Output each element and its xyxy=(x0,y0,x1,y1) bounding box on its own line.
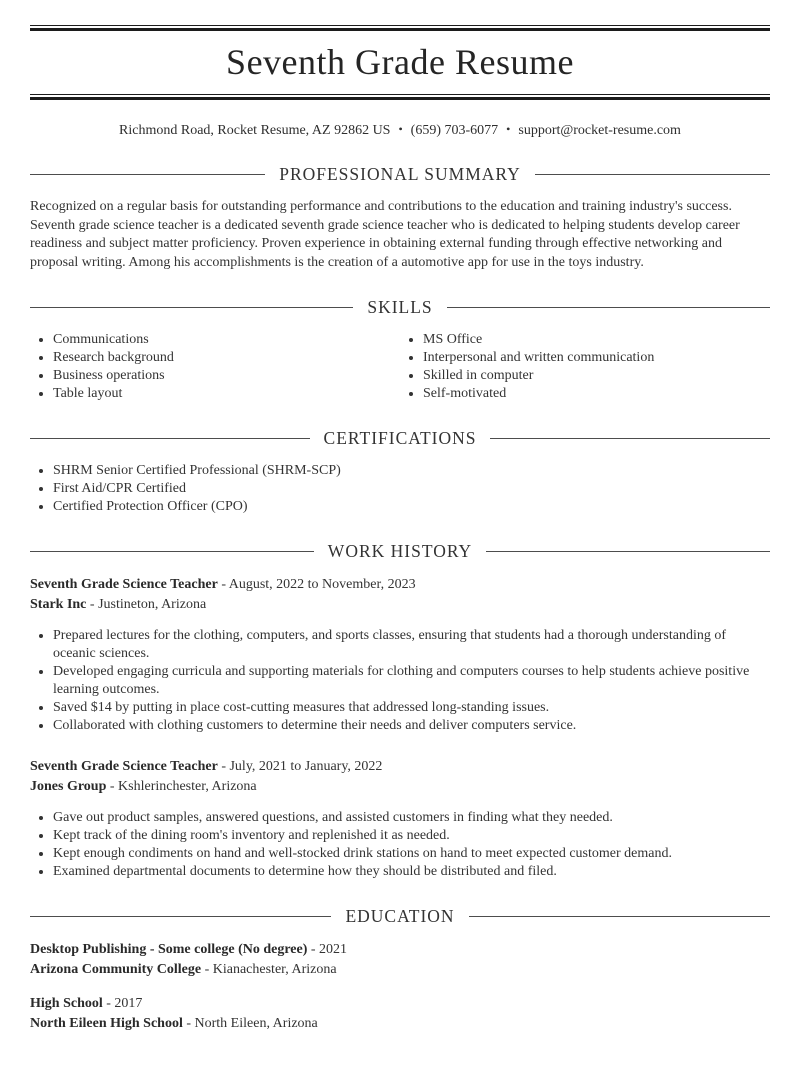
skill-item: • Research background xyxy=(53,349,400,367)
certifications-heading-text: CERTIFICATIONS xyxy=(323,428,477,449)
job-company: Stark Inc xyxy=(30,597,87,613)
education-degree-line xyxy=(30,994,770,1014)
heading-right-rule xyxy=(535,174,770,175)
skills-columns xyxy=(30,331,770,403)
education-school: Arizona Community College xyxy=(30,962,202,978)
certifications-section-heading xyxy=(30,428,770,449)
summary-paragraph: Recognized on a regular basis for outstanding performance and contributions to the education and training industry's success. Seventh grade science teacher is a dedicated seventh grade science teacher who is dedicated to helping students develop career readiness and subject matter proficiency. Proven experience in obtaining external funding through effective networking and proposal writing. Among his accomplishments is the creation of a automotive app for use in the toys industry. xyxy=(30,199,740,270)
section-certifications xyxy=(30,428,770,516)
certification-item: • Certified Protection Officer (CPO) xyxy=(53,498,770,516)
job-bullet: • Examined departmental documents to determine how they should be distributed and filed. xyxy=(53,863,770,881)
certification-item: • SHRM Senior Certified Professional (SHRM-SCP) xyxy=(53,462,770,480)
job-bullet: • Kept track of the dining room's inventory and replenished it as needed. xyxy=(53,827,770,845)
work-history-section-heading xyxy=(30,541,770,562)
certifications-list xyxy=(30,462,770,516)
contact-email: support@rocket-resume.com xyxy=(518,123,681,139)
bullet-separator-icon: • xyxy=(398,122,403,137)
summary-section-heading xyxy=(30,164,770,185)
job-bullet: • Kept enough condiments on hand and well-stocked drink stations on hand to meet expected customer demand. xyxy=(53,845,770,863)
heading-left-rule xyxy=(30,551,314,552)
heading-right-rule xyxy=(469,916,770,917)
skill-item: • Self-motivated xyxy=(423,385,770,403)
bullet-separator-icon: • xyxy=(506,122,511,137)
job-bullet-list xyxy=(30,809,770,881)
skill-item: • MS Office xyxy=(423,331,770,349)
job-title-line xyxy=(30,757,770,777)
job-title: Seventh Grade Science Teacher xyxy=(30,759,218,775)
job-dates: - July, 2021 to January, 2022 xyxy=(217,759,383,775)
skill-item: • Interpersonal and written communication xyxy=(423,349,770,367)
job-bullet: • Prepared lectures for the clothing, computers, and sports classes, ensuring that students had a thorough understanding of oceanic sciences. xyxy=(53,627,770,663)
page-title: Seventh Grade Resume xyxy=(226,42,574,82)
job-company: Jones Group xyxy=(30,779,107,795)
skill-item: • Skilled in computer xyxy=(423,367,770,385)
header-bottom-rule xyxy=(30,94,770,100)
education-entry xyxy=(30,994,770,1034)
job-entry xyxy=(30,757,770,881)
job-bullet: • Saved $14 by putting in place cost-cutting measures that addressed long-standing issues. xyxy=(53,699,770,717)
skills-section-heading xyxy=(30,297,770,318)
work-history-heading-text: WORK HISTORY xyxy=(327,541,473,562)
heading-right-rule xyxy=(490,438,770,439)
education-entry xyxy=(30,940,770,980)
section-professional-summary xyxy=(30,164,770,272)
education-year: - 2017 xyxy=(102,996,143,1012)
job-bullet: • Collaborated with clothing customers to determine their needs and deliver computers service. xyxy=(53,717,770,735)
job-bullet-list xyxy=(30,627,770,735)
heading-left-rule xyxy=(30,174,265,175)
education-location: - Kianachester, Arizona xyxy=(201,962,337,978)
heading-left-rule xyxy=(30,916,331,917)
education-year: - 2021 xyxy=(307,942,348,958)
job-company-line xyxy=(30,777,770,797)
education-school: North Eileen High School xyxy=(30,1016,183,1032)
skills-left-column xyxy=(30,331,400,403)
education-degree: High School xyxy=(30,996,103,1012)
education-degree: Desktop Publishing - Some college (No degree) xyxy=(30,942,308,958)
section-skills xyxy=(30,297,770,403)
job-location: - Kshlerinchester, Arizona xyxy=(106,779,257,795)
job-company-line xyxy=(30,595,770,615)
skill-item: • Table layout xyxy=(53,385,400,403)
job-entry xyxy=(30,575,770,735)
education-school-line xyxy=(30,960,770,980)
skills-heading-text: SKILLS xyxy=(367,297,433,318)
job-bullet: • Gave out product samples, answered questions, and assisted customers in finding what they needed. xyxy=(53,809,770,827)
resume-header xyxy=(30,25,770,139)
job-title-line xyxy=(30,575,770,595)
skill-item: • Business operations xyxy=(53,367,400,385)
section-education xyxy=(30,906,770,1034)
skill-item: • Communications xyxy=(53,331,400,349)
heading-left-rule xyxy=(30,438,310,439)
job-title: Seventh Grade Science Teacher xyxy=(30,577,218,593)
summary-heading-text: PROFESSIONAL SUMMARY xyxy=(279,164,521,185)
contact-address: Richmond Road, Rocket Resume, AZ 92862 US xyxy=(119,123,391,139)
contact-line xyxy=(30,122,770,139)
heading-left-rule xyxy=(30,307,353,308)
section-work-history xyxy=(30,541,770,881)
job-dates: - August, 2022 to November, 2023 xyxy=(217,577,416,593)
job-location: - Justineton, Arizona xyxy=(86,597,207,613)
education-school-line xyxy=(30,1014,770,1034)
heading-right-rule xyxy=(486,551,770,552)
contact-phone: (659) 703-6077 xyxy=(410,123,499,139)
heading-right-rule xyxy=(447,307,770,308)
education-degree-line xyxy=(30,940,770,960)
skills-right-column xyxy=(400,331,770,403)
education-location: - North Eileen, Arizona xyxy=(182,1016,318,1032)
education-section-heading xyxy=(30,906,770,927)
job-bullet: • Developed engaging curricula and supporting materials for clothing and computers courses to help students achieve positive learning outcomes. xyxy=(53,663,770,699)
certification-item: • First Aid/CPR Certified xyxy=(53,480,770,498)
education-heading-text: EDUCATION xyxy=(345,906,455,927)
header-top-rule xyxy=(30,25,770,31)
